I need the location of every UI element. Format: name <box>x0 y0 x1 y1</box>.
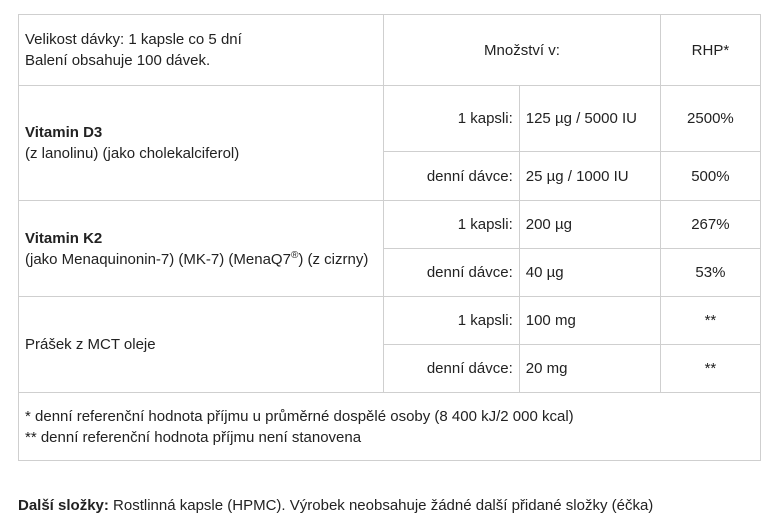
amount-value: 200 µg <box>519 201 660 249</box>
basis-label: 1 kapsli: <box>384 86 520 152</box>
ingredient-cell-vitamin-d3 <box>19 86 384 201</box>
basis-label: 1 kapsli: <box>384 201 520 249</box>
serving-size-text: Velikost dávky: 1 kapsle co 5 dní <box>25 31 242 48</box>
table-header-row <box>19 15 761 86</box>
ingredient-description: (z lanolinu) (jako cholekalciferol) <box>25 145 240 162</box>
other-ingredients-text: Rostlinná kapsle (HPMC). Výrobek neobsahuje žádné další přidané složky (éčka) <box>108 497 654 514</box>
basis-label: denní dávce: <box>384 345 520 393</box>
table-row <box>19 201 761 249</box>
basis-label: denní dávce: <box>384 152 520 201</box>
amount-header: Množství v: <box>384 15 661 86</box>
ingredient-name: Vitamin D3 <box>25 124 103 141</box>
ingredient-description: (jako Menaquinonin-7) (MK-7) (MenaQ7®) (z cizrny) <box>25 249 369 268</box>
rhp-value: 267% <box>660 201 760 249</box>
table-row <box>19 297 761 345</box>
basis-label: denní dávce: <box>384 249 520 297</box>
rhp-header: RHP* <box>660 15 760 86</box>
table-row <box>19 86 761 152</box>
servings-per-pack-text: Balení obsahuje 100 dávek. <box>25 52 211 69</box>
ingredient-cell-vitamin-k2 <box>19 201 384 297</box>
footnote-not-established: ** denní referenční hodnota příjmu není stanovena <box>25 428 362 446</box>
amount-value: 25 µg / 1000 IU <box>519 152 660 201</box>
other-ingredients-label: Další složky: <box>18 497 109 514</box>
basis-label: 1 kapsli: <box>384 297 520 345</box>
rhp-value: ** <box>660 345 760 393</box>
rhp-value: 500% <box>660 152 760 201</box>
footnote-rhp: * denní referenční hodnota příjmu u průměrné dospělé osoby (8 400 kJ/2 000 kcal) <box>25 407 574 425</box>
ingredient-cell-mct-oil: Prášek z MCT oleje <box>19 297 384 393</box>
serving-info-cell <box>19 15 384 86</box>
registered-mark: ® <box>290 249 299 261</box>
amount-value: 40 µg <box>519 249 660 297</box>
ingredient-name: Vitamin K2 <box>25 229 103 247</box>
rhp-value: ** <box>660 297 760 345</box>
footnotes-cell <box>19 393 761 461</box>
other-ingredients <box>18 495 778 516</box>
footnotes-row <box>19 393 761 461</box>
amount-value: 125 µg / 5000 IU <box>519 86 660 152</box>
nutrition-table <box>18 14 761 461</box>
amount-value: 20 mg <box>519 345 660 393</box>
rhp-value: 2500% <box>660 86 760 152</box>
amount-value: 100 mg <box>519 297 660 345</box>
rhp-value: 53% <box>660 249 760 297</box>
